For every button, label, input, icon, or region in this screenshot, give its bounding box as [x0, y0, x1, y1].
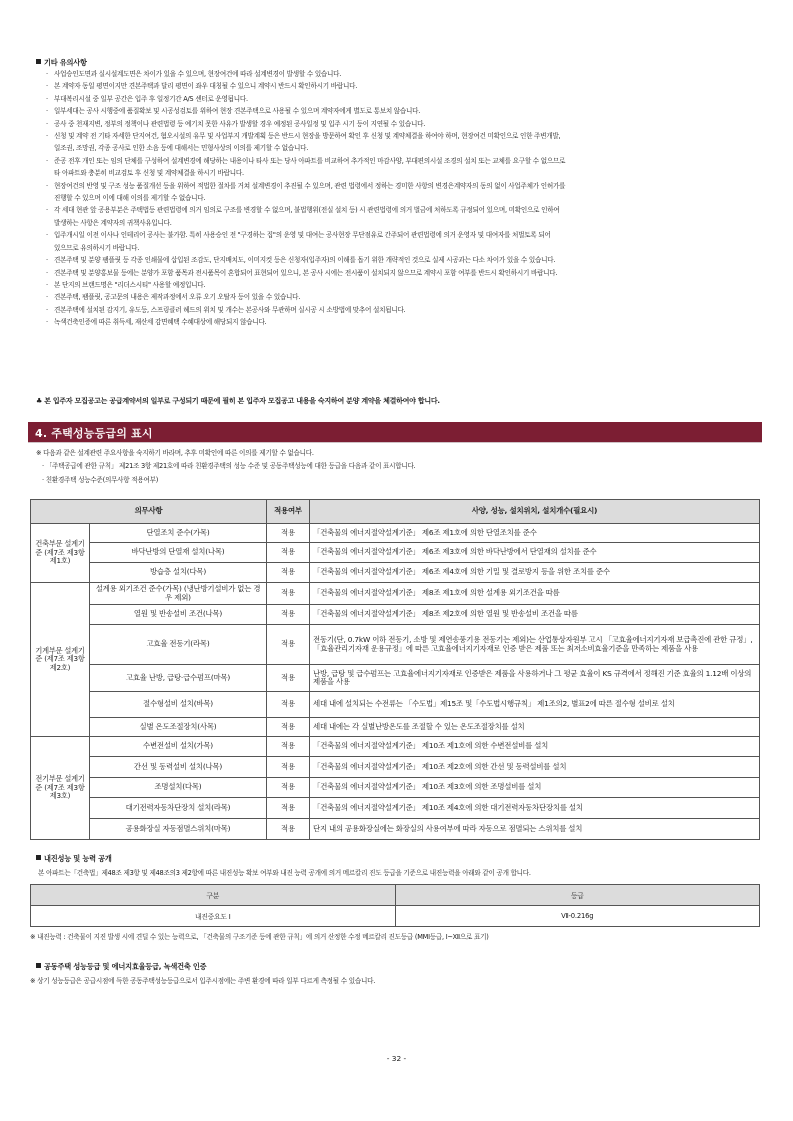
table-row: 고효율 전동기(라목) 적용 전동기(단, 0.7kW 이하 전동기, 소방 및 제연송풍기용 전동기는 제외)는 산업통상자원부 고시 「고효율에너지기자재 보급촉진에 관한 규정」, 「효율관리기자재 운용규정」에 따른 고효율에너지기자재로 인증 받은 제품 또는 최저소비효율기준을 만족하는 제품을 사용 [31, 625, 760, 665]
table-row: 전기부문 설계기준 (제7조 제3항 제3호) 수변전설비 설치(가목) 적용 「건축물의 에너지절약설계기준」 제10조 제1호에 의한 수변전설비를 설치 [31, 737, 760, 757]
category-machine: 기계부문 설계기준 (제7조 제3항 제2호) [31, 583, 90, 737]
table-row: 실별 온도조절장치(사목) 적용 세대 내에는 각 실별난방온도를 조절할 수 있는 온도조절장치를 설치 [31, 718, 760, 737]
perf-heading: 공동주택 성능등급 및 에너지효율등급, 녹색건축 인증 [36, 962, 206, 972]
list-item: · 견본주택에 설치된 감지기, 유도등, 스프링클러 헤드의 위치 및 개수는 본공사와 무관하며 실시공 시 소방법에 맞추어 설치됩니다. [46, 305, 406, 314]
list-item: · 신청 및 계약 전 기타 자세한 단지여건, 혐오시설의 유무 및 사업부지 개발계획 등은 반드시 현장을 방문하여 확인 후 신청 및 계약체결을 하여야 하며, 현장여건 미확인으로 인한 주변개발, [46, 132, 561, 141]
list-item: · 본 단지의 브랜드명은 "리더스시티" 사용할 예정입니다. [46, 280, 206, 289]
list-item: 일조권, 조망권, 각종 공사로 인한 소음 등에 대해서는 민형사상의 이의를 제기할 수 없습니다. [54, 144, 309, 153]
list-item: · 각 세대 현관 앞 공용부분은 주택법등 관련법령에 의거 임의로 구조를 변경할 수 없으며, 불법행위(전실 설치 등) 시 관련법령에 의거 벌금에 처하도록 규정되어 있으며, 미확인으로 인하여 [46, 206, 560, 215]
list-item: 있으므로 유의하시기 바랍니다. [54, 243, 140, 252]
list-item: 발생하는 사항은 계약자의 귀책사유입니다. [54, 218, 172, 227]
list-item: · 일부세대는 공사 시행중에 품질확보 및 시공성검토를 위하여 현장 견본주택으로 사용될 수 있으며 계약자에게 별도로 통보치 않습니다. [46, 107, 421, 116]
list-item: · 입주개시일 이전 이사나 인테리어 공사는 불가함. 특히 사용승인 전 "구경하는 집"의 운영 및 대여는 공사현장 무단점유로 간주되어 관련법령에 의거 운영자 및 대여자를 처벌토록 되어 [46, 231, 551, 240]
list-item: · 견본주택, 팸플릿, 공고문의 내용은 제작과정에서 오류 오기 오탈자 등이 있을 수 있습니다. [46, 293, 301, 302]
misc-bullet-list [42, 68, 762, 329]
header-apply: 적용여부 [267, 500, 310, 524]
list-item: · 공사 중 천재지변, 정부의 정책이나 관련법령 등 예기치 못한 사유가 발생할 경우 예정된 공사일정 및 입주 시기 등이 지연될 수 있습니다. [46, 119, 426, 128]
table-row: 간선 및 동력설비 설치(나목) 적용 「건축물의 에너지절약설계기준」 제10조 제2호에 의한 간선 및 동력설비를 설치 [31, 757, 760, 778]
contract-warning: ♣ 본 입주자 모집공고는 공급계약서의 일부로 구성되기 때문에 필히 본 입주자 모집공고 내용을 숙지하여 분양 계약을 체결하여야 합니다. [36, 397, 440, 405]
table-row: 건축부문 설계기준 (제7조 제3항 제1호) 단열조치 준수(가목) 적용 「건축물의 에너지절약설계기준」 제6조 제1호에 의한 단열조치를 준수 [31, 524, 760, 543]
table-row: 절수형설비 설치(바목) 적용 세대 내에 설치되는 수전류는 「수도법」제15조 및「수도법시행규칙」 제1조의2, 별표2에 따른 절수형 설비로 설치 [31, 692, 760, 718]
list-item: 타 아파트와 충분히 비교검토 후 신청 및 계약체결을 하시기 바랍니다. [54, 169, 244, 178]
list-item: · 부대복리시설 중 일부 공간은 입주 후 일정기간 A/S 센터로 운영됩니다. [46, 94, 248, 103]
misc-heading: 기타 유의사항 [36, 58, 87, 68]
eco-performance-table [30, 499, 760, 840]
table-row: 공용화장실 자동점멸스위치(마목) 적용 단지 내의 공용화장실에는 화장실의 사용여부에 따라 자동으로 점멸되는 스위치를 설치 [31, 819, 760, 840]
table-row: 고효율 난방, 급탕·급수펌프(마목) 적용 난방, 급탕 및 급수펌프는 고효율에너지기자재로 인증받은 제품을 사용하거나 그 평균 효율이 KS 규격에서 정해진 기준 효율의 1.12배 이상의 제품을 사용 [31, 665, 760, 692]
header-item: 의무사항 [31, 500, 267, 524]
header-grade: 등급 [395, 885, 760, 906]
table-row: 방습층 설치(다목) 적용 「건축물의 에너지절약설계기준」 제6조 제4호에 의한 기밀 및 결로방지 등을 위한 조치를 준수 [31, 563, 760, 583]
header-class: 구분 [31, 885, 396, 906]
category-electric: 전기부문 설계기준 (제7조 제3항 제3호) [31, 737, 90, 840]
section-divider [28, 442, 762, 443]
list-item: · 견본주택 및 분양 팸플릿 등 각종 인쇄물에 삽입된 조감도, 단지배치도, 이미지컷 등은 신청자(입주자)의 이해를 돕기 위한 개략적인 것으로 실제 시공과는 다소 차이가 있을 수 있습니다. [46, 256, 556, 265]
table-row: 내진중요도 I Ⅶ-0.216g [31, 906, 760, 927]
square-bullet-icon [36, 855, 41, 860]
perf-note: ※ 상기 성능등급은 공급시점에 득한 공동주택성능등급으로서 입주시점에는 주변 환경에 따라 일부 다르게 측정될 수 있습니다. [30, 977, 376, 985]
list-item: · 현장여건의 반영 및 구조 성능 품질개선 등을 위하여 적법한 절차를 거쳐 설계변경이 추진될 수 있으며, 관련 법령에서 정하는 경미한 사항의 변경은계약자의 동의 없이 사업주체가 인허가를 [46, 181, 566, 190]
seismic-table [30, 884, 760, 927]
section4-note: ※ 다음과 같은 설계관련 주요사항을 숙지하기 바라며, 추후 미확인에 따른 이의를 제기할 수 없습니다. [36, 449, 314, 457]
seismic-description: 본 아파트는「건축법」제48조 제3항 및 제48조의3 제2항에 따른 내진성능 확보 여부와 내진 능력 공개에 의거 메르칼리 진도 등급을 기준으로 내진능력을 아래와 같이 공개 합니다. [38, 869, 531, 877]
seismic-note: ※ 내진능력 : 건축물이 지진 발생 시에 견딜 수 있는 능력으로, 「건축물의 구조기준 등에 관한 규칙」에 의거 산정한 수정 메르칼리 진도등급 (MMI등급, Ⅰ~Ⅻ으로 표기) [30, 933, 489, 941]
section-header-bar [28, 422, 762, 442]
list-item: · 본 계약자 동일 평면이지만 견본주택과 달리 평면이 좌우 대칭될 수 있으니 계약시 반드시 확인하시기 바랍니다. [46, 82, 358, 91]
page-number: - 32 - [386, 1054, 407, 1063]
table-row: 조명설치(다목) 적용 「건축물의 에너지절약설계기준」 제10조 제3호에 의한 조명설비를 설치 [31, 778, 760, 798]
list-item: · 견본주택 및 분양홍보물 등에는 분양가 포함 품목과 전시품목이 혼합되어 표현되어 있으니, 본 공사 시에는 전시품이 설치되지 않으므로 계약시 포함 여부를 반드시 확인하시기 바랍니다. [46, 268, 558, 277]
table-row: 열원 및 반송설비 조건(나목) 적용 「건축물의 에너지절약설계기준」 제8조 제2호에 의한 열원 및 반송설비 조건을 따름 [31, 605, 760, 625]
section4-bullet: · 친환경주택 성능수준(의무사항 적용여부) [42, 476, 159, 484]
table-row: 대기전력자동차단장치 설치(라목) 적용 「건축물의 에너지절약설계기준」 제10조 제4호에 의한 대기전력자동차단장치를 설치 [31, 798, 760, 819]
square-bullet-icon [36, 59, 41, 64]
section4-bullet: · 「주택공급에 관한 규칙」 제21조 3항 제21호에 따라 친환경주택의 성능 수준 및 공동주택성능에 대한 등급을 다음과 같이 표시합니다. [42, 462, 416, 470]
header-content: 사양, 성능, 설치위치, 설치개수(필요시) [310, 500, 760, 524]
list-item: · 녹색건축인증에 따른 취득세, 재산세 감면혜택 수혜대상에 해당되지 않습니다. [46, 318, 267, 327]
list-item: 진행할 수 있으며 이에 대해 이의를 제기할 수 없습니다. [54, 194, 206, 203]
category-building: 건축부문 설계기준 (제7조 제3항 제1호) [31, 524, 90, 583]
table-row: 바닥난방의 단열재 설치(나목) 적용 「건축물의 에너지절약설계기준」 제6조 제3호에 의한 바닥난방에서 단열재의 설치를 준수 [31, 543, 760, 563]
section-title: 4. 주택성능등급의 표시 [35, 427, 153, 440]
list-item: · 준공 전후 개인 또는 임의 단체를 구성하여 설계변경에 해당하는 내용이나 타사 또는 당사 아파트를 비교하여 추가적인 마감사양, 부대편의시설 조경의 설치 또는 교체를 요구할 수 없으므로 [46, 156, 566, 165]
table-row: 기계부문 설계기준 (제7조 제3항 제2호) 설계용 외기조건 준수(가목) (냉난방기설비가 없는 경우 제외) 적용 「건축물의 에너지절약설계기준」 제8조 제1호에 의한 설계용 외기조건을 따름 [31, 583, 760, 605]
list-item: · 사업승인도면과 실시설계도면은 차이가 있을 수 있으며, 현장여건에 따라 설계변경이 발생할 수 있습니다. [46, 70, 342, 78]
square-bullet-icon [36, 963, 41, 968]
seismic-heading: 내진성능 및 능력 공개 [36, 854, 112, 864]
